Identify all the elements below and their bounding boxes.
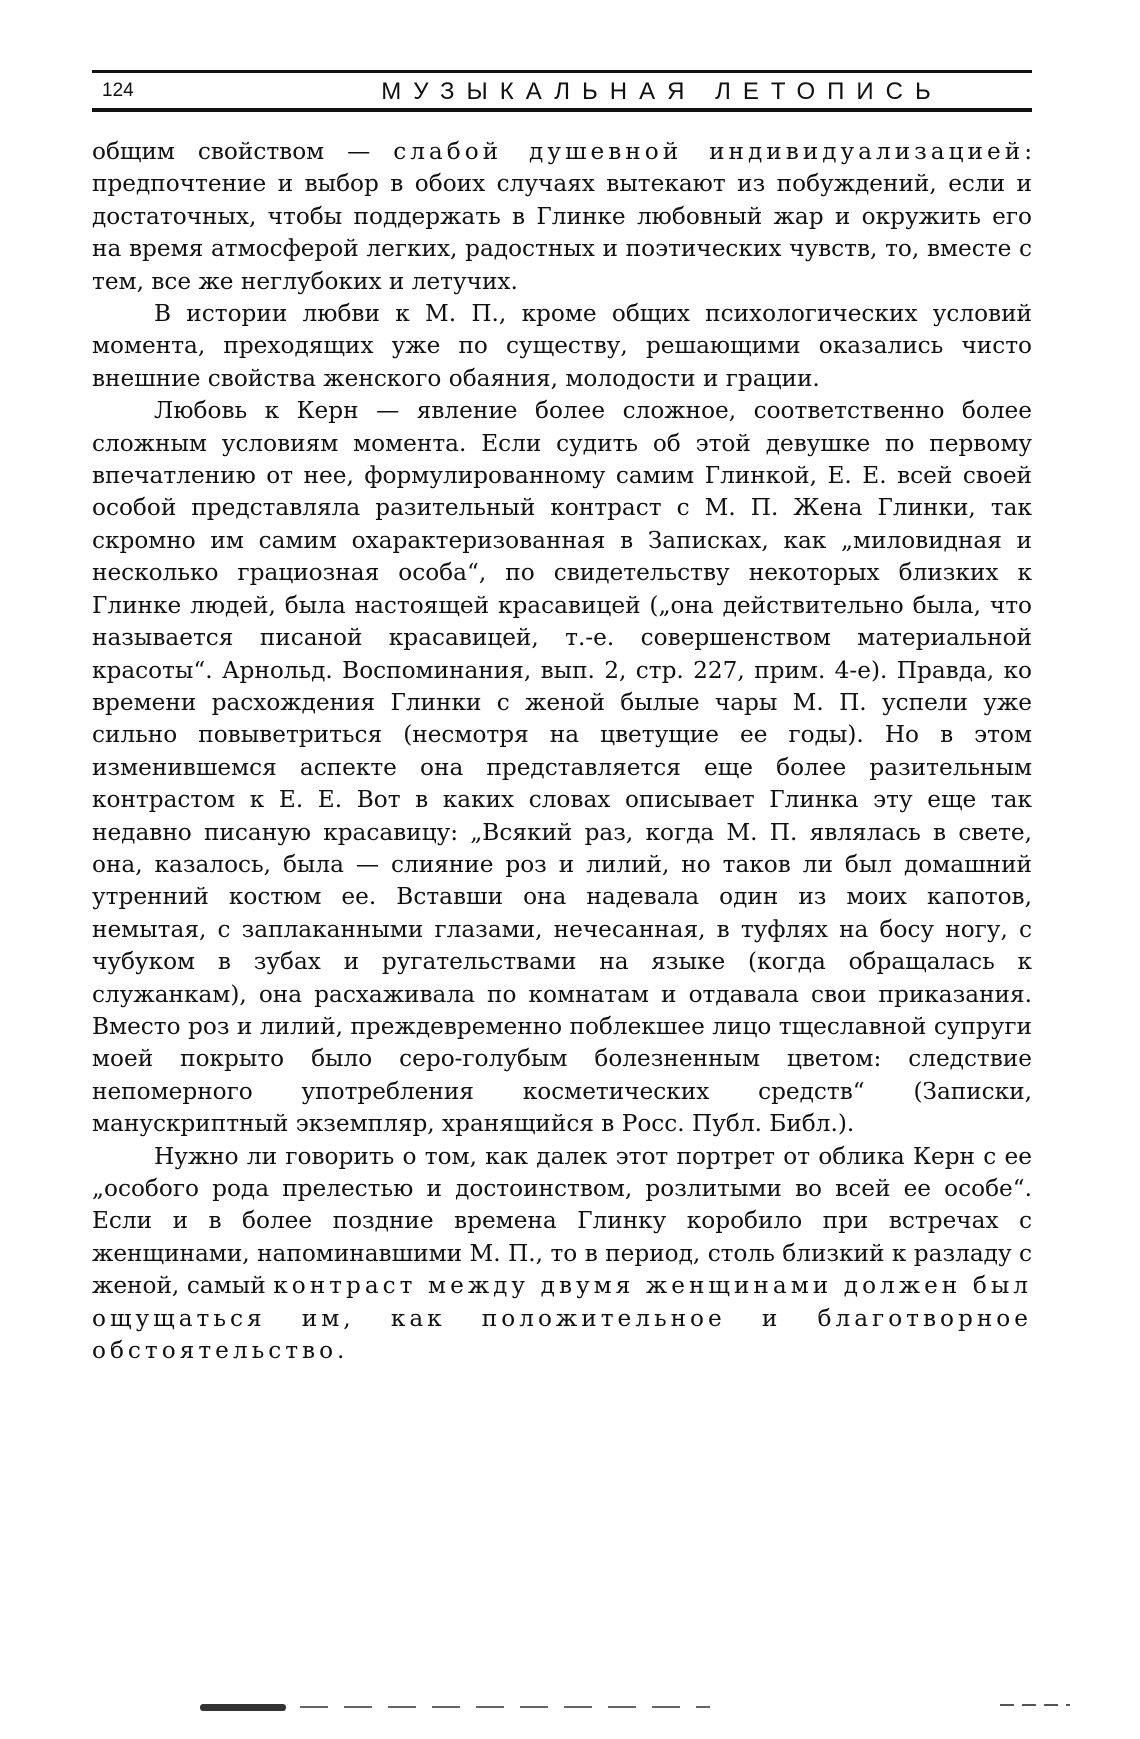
paragraph-2 (92, 298, 1032, 395)
paragraph-1-segment-3: : предпочтение и выбор в обоих случаях вытекают из побуждений, если и достаточных, чтобы поддержать в Глинке любовный жар и окружить его на время атмосферой легких, радостных и поэтических чувств, то, вместе с тем, все же неглубоких и летучих. (92, 138, 1032, 295)
paragraph-3 (92, 395, 1032, 1140)
paragraph-1-segment-1: общим свойством — (92, 138, 394, 165)
header-bottom-rule (92, 108, 1032, 112)
paragraph-4-segment-2: контраст между двумя женщинами должен был ощущаться им, как положительное и благотворное обстоятельство. (92, 1272, 1033, 1365)
footer-dashed-rule-right (1000, 1704, 1070, 1706)
paragraph-1-segment-2: слабой душевной индивидуализацией (393, 138, 1025, 165)
footer-dashed-rule (300, 1706, 710, 1708)
body-text (92, 136, 1032, 1367)
header-top-rule (92, 70, 1032, 73)
paragraph-3-segment-1: Любовь к Керн — явление более сложное, соответственно более сложным условиям момента. Если судить об этой девушке по первому впечатлению от нее, формулированному самим Глинкой, Е. Е. всей своей особой представляла разительный контраст с М. П. Жена Глинки, так скромно им самим охарактеризованная в Записках, как „миловидная и несколько грациозная особа“, по свидетельству некоторых близких к Глинке людей, была настоящей красавицей („она действительно была, что называется писаной красавицей, т.-е. совершенством материальной красоты“. Арнольд. Воспоминания, вып. 2, стр. 227, прим. 4-е). Правда, ко времени расхождения Глинки с женой былые чары М. П. успели уже сильно повыветриться (несмотря на цветущие ее годы). Но в этом изменившемся аспекте она представляется еще более разительным контрастом к Е. Е. Вот в каких словах описывает Глинка эту еще так недавно писаную красавицу: „Всякий раз, когда М. П. являлась в свете, она, казалось, была — слияние роз и лилий, но таков ли был домашний утренний костюм ее. Вставши она надевала один из моих капотов, немытая, с заплаканными глазами, нечесанная, в туфлях на босу ногу, с чубуком в зубах и ругательствами на языке (когда обращалась к служанкам), она расхаживала по комнатам и отдавала свои приказания. Вместо роз и лилий, преждевременно поблекшее лицо тщеславной супруги моей покрыто было серо-голубым болезненным цветом: следствие непомерного употребления косметических средств“ (Записки, манускриптный экземпляр, хранящийся в Росс. Публ. Библ.). (92, 397, 1032, 1138)
paragraph-2-segment-1: В истории любви к М. П., кроме общих психологических условий момента, преходящих уже по существу, решающими оказались чисто внешние свойства женского обаяния, молодости и грации. (92, 300, 1032, 392)
page-number: 124 (102, 80, 134, 101)
footer-print-mark (200, 1704, 286, 1711)
paragraph-4 (92, 1141, 1032, 1368)
running-title: МУЗЫКАЛЬНАЯ ЛЕТОПИСЬ (381, 78, 943, 105)
page-header (92, 70, 1032, 112)
paragraph-1 (92, 136, 1032, 298)
paragraph-4-segment-1: Нужно ли говорить о том, как далек этот портрет от облика Керн с ее „особого рода прелестью и достоинством, розлитыми во всей ее особе“. Если и в более поздние времена Глинку коробило при встречах с женщинами, напоминавшими М. П., то в период, столь близкий к разладу с женой, самый (92, 1142, 1032, 1300)
